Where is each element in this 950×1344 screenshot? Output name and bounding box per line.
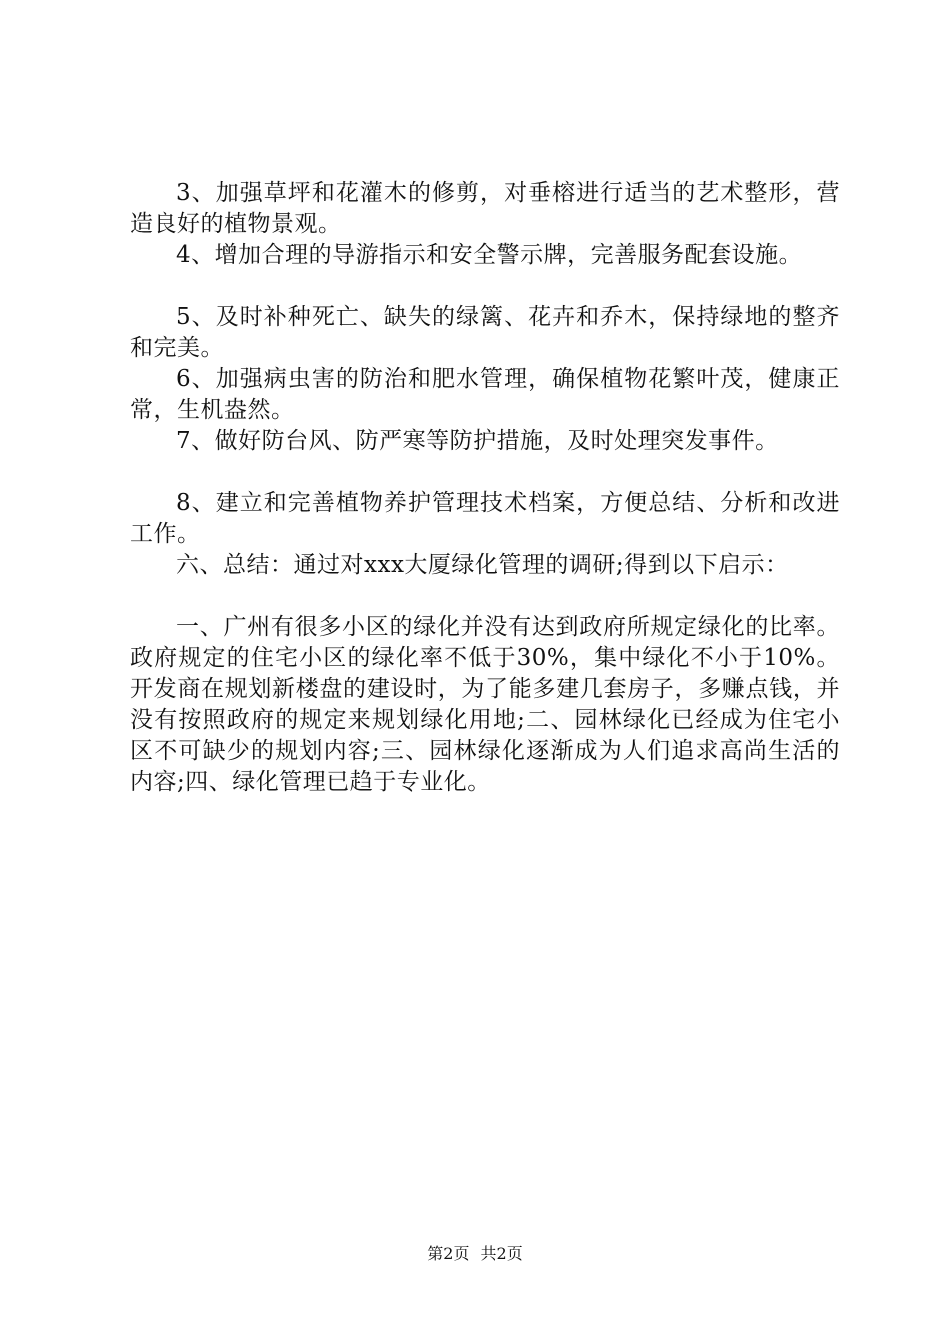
- paragraph-item-5: 5、及时补种死亡、缺失的绿篱、花卉和乔木，保持绿地的整齐和完美。: [130, 304, 840, 361]
- paragraph-item-8: 8、建立和完善植物养护管理技术档案，方便总结、分析和改进工作。: [130, 490, 840, 547]
- page-number-current: 第2页: [427, 1244, 470, 1263]
- paragraph-item-6: 6、加强病虫害的防治和肥水管理，确保植物花繁叶茂，健康正常，生机盎然。: [130, 366, 840, 423]
- paragraph-item-3: 3、加强草坪和花灌木的修剪，对垂榕进行适当的艺术整形，营造良好的植物景观。: [130, 180, 840, 237]
- paragraph-item-4: 4、增加合理的导游指示和安全警示牌，完善服务配套设施。: [176, 242, 803, 268]
- page-footer: [0, 1244, 950, 1264]
- page-number-total: 共2页: [480, 1244, 523, 1263]
- paragraph-item-7: 7、做好防台风、防严寒等防护措施，及时处理突发事件。: [176, 428, 779, 454]
- section-heading-summary: 六、总结：通过对xxx大厦绿化管理的调研;得到以下启示：: [176, 552, 789, 578]
- paragraph-summary-findings: 一、广州有很多小区的绿化并没有达到政府所规定绿化的比率。政府规定的住宅小区的绿化率不低于30%，集中绿化不小于10%。开发商在规划新楼盘的建设时，为了能多建几套房子，多赚点钱，并没有按照政府的规定来规划绿化用地;二、园林绿化已经成为住宅小区不可缺少的规划内容;三、园林绿化逐渐成为人们追求高尚生活的内容;四、绿化管理已趋于专业化。: [130, 614, 840, 795]
- document-body: [130, 178, 840, 798]
